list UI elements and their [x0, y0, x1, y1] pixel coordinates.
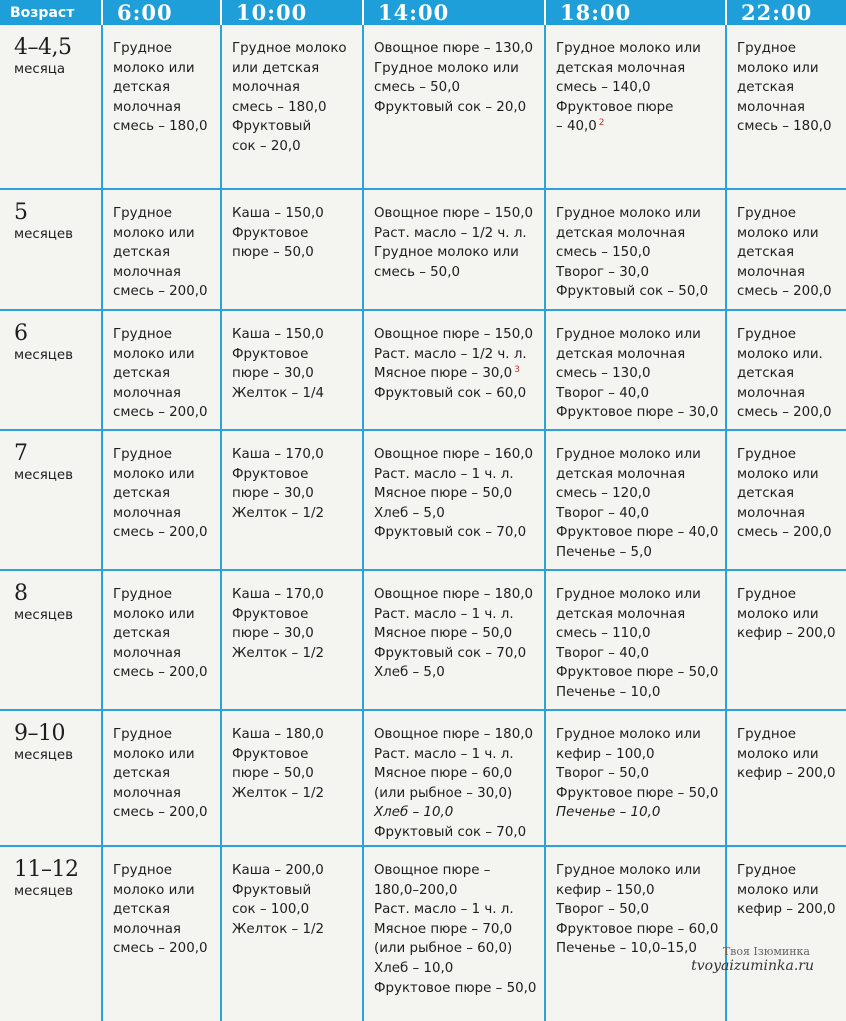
- meal-cell-18: [545, 25, 726, 189]
- meal-line: Хлеб – 5,0: [374, 665, 445, 681]
- meal-line: смесь – 140,0: [556, 80, 651, 96]
- meal-line: Каша – 170,0: [232, 587, 324, 602]
- meal-line: молоко или: [113, 606, 195, 622]
- meal-line: молочная: [232, 80, 300, 96]
- meal-line: кефир – 200,0: [737, 626, 836, 642]
- meal-line: Фруктовое пюре – 60,0: [556, 921, 719, 937]
- meal-line: Овощное пюре – 150,0: [374, 206, 533, 221]
- meal-cell-18: [545, 189, 726, 310]
- age-cell: [0, 189, 102, 310]
- meal-line: детская: [113, 80, 171, 96]
- meal-line: молочная: [113, 385, 181, 401]
- meal-line: Грудное молоко или: [556, 206, 701, 221]
- meal-line: молоко или: [737, 882, 819, 898]
- meal-line: Грудное: [113, 727, 173, 742]
- meal-line: Грудное: [113, 447, 173, 462]
- meal-line: смесь – 200,0: [113, 405, 208, 421]
- meal-line: сок – 100,0: [232, 902, 310, 918]
- meal-line: Овощное пюре –: [374, 863, 491, 878]
- meal-line: детская молочная: [556, 60, 686, 76]
- meal-line: Творог – 40,0: [556, 645, 650, 661]
- site-watermark: [691, 945, 814, 974]
- table-row: [0, 25, 846, 189]
- meal-cell-10: [221, 710, 363, 846]
- meal-line: Грудное молоко или: [556, 863, 701, 878]
- meal-line: пюре – 50,0: [232, 766, 314, 782]
- meal-line: Желток – 1/4: [232, 385, 325, 401]
- meal-line: Грудное: [737, 727, 797, 742]
- age-unit: месяцев: [14, 348, 74, 363]
- schedule-body: [0, 25, 846, 1021]
- age-unit: месяцев: [14, 608, 74, 623]
- meal-line: Грудное молоко или: [556, 41, 701, 56]
- meal-line: Каша – 150,0: [232, 206, 324, 221]
- time-header-10: 10:00: [221, 0, 363, 25]
- age-number: 9–10: [14, 721, 65, 746]
- meal-line: Фруктовый: [232, 882, 312, 898]
- age-cell: [0, 310, 102, 430]
- meal-line: смесь – 130,0: [556, 366, 651, 382]
- table-row: [0, 846, 846, 1021]
- meal-cell-18: [545, 710, 726, 846]
- meal-line: – 40,0 $^2$: [556, 117, 605, 135]
- meal-line: Печенье – 10,0–15,0: [556, 941, 697, 957]
- meal-line: Фруктовое пюре – 50,0: [556, 665, 719, 681]
- meal-line: смесь – 200,0: [737, 525, 832, 541]
- meal-cell-10: [221, 25, 363, 189]
- meal-line: смесь – 200,0: [113, 665, 208, 681]
- meal-cell-6: [102, 430, 221, 570]
- age-cell: [0, 570, 102, 710]
- table-row: [0, 570, 846, 710]
- meal-line: пюре – 50,0: [232, 245, 314, 261]
- meal-line: пюре – 30,0: [232, 626, 314, 642]
- meal-line: детская: [737, 486, 795, 502]
- meal-line: Мясное пюре – 50,0: [374, 626, 513, 642]
- meal-line: кефир – 200,0: [737, 766, 836, 782]
- meal-line: Грудное молоко или: [556, 587, 701, 602]
- meal-cell-22: [726, 846, 846, 1021]
- meal-line: Раст. масло – 1/2 ч. л.: [374, 346, 527, 362]
- age-unit: месяцев: [14, 884, 74, 899]
- meal-line: молоко или: [737, 466, 819, 482]
- meal-line: Грудное молоко или: [556, 327, 701, 342]
- age-number: 6: [14, 321, 28, 346]
- meal-cell-6: [102, 710, 221, 846]
- meal-cell-14: [363, 189, 545, 310]
- meal-line: молочная: [737, 99, 805, 115]
- meal-line: Фруктовый сок – 70,0: [374, 645, 527, 661]
- meal-line: Творог – 50,0: [556, 766, 650, 782]
- meal-line: смесь – 180,0: [737, 119, 832, 135]
- meal-line: смесь – 110,0: [556, 626, 651, 642]
- meal-line: детская: [113, 366, 171, 382]
- footnote-marker: 3: [514, 364, 520, 375]
- meal-line: смесь – 150,0: [556, 245, 651, 261]
- meal-line: Фруктовый сок – 70,0: [374, 525, 527, 541]
- meal-cell-10: [221, 189, 363, 310]
- meal-line: Грудное: [737, 587, 797, 602]
- meal-line: смесь – 200,0: [737, 405, 832, 421]
- meal-line: 180,0–200,0: [374, 882, 458, 898]
- meal-line: Овощное пюре – 160,0: [374, 447, 533, 462]
- meal-line: сок – 20,0: [232, 138, 301, 154]
- meal-cell-10: [221, 570, 363, 710]
- meal-line: пюре – 30,0: [232, 366, 314, 382]
- meal-line: Грудное молоко или: [374, 245, 519, 261]
- meal-line: детская молочная: [556, 346, 686, 362]
- time-header-6: 6:00: [102, 0, 221, 25]
- meal-line: молоко или: [737, 746, 819, 762]
- time-header-14: 14:00: [363, 0, 545, 25]
- meal-line: Грудное: [737, 41, 797, 56]
- meal-line: детская: [113, 245, 171, 261]
- meal-cell-22: [726, 189, 846, 310]
- meal-line: молочная: [113, 921, 181, 937]
- meal-line: молоко или: [113, 746, 195, 762]
- meal-line: или детская: [232, 60, 320, 76]
- meal-line: Раст. масло – 1 ч. л.: [374, 606, 514, 622]
- age-unit: месяцев: [14, 227, 74, 242]
- meal-line: Желток – 1/2: [232, 785, 325, 801]
- meal-line: молочная: [113, 264, 181, 280]
- meal-cell-22: [726, 430, 846, 570]
- meal-line: Печенье – 10,0: [556, 684, 661, 700]
- age-unit: месяцев: [14, 748, 74, 763]
- meal-line: Мясное пюре – 60,0: [374, 766, 513, 782]
- meal-line: Творог – 40,0: [556, 505, 650, 521]
- age-cell: [0, 846, 102, 1021]
- header-row: [0, 0, 846, 25]
- meal-line: Творог – 50,0: [556, 902, 650, 918]
- meal-line: Фруктовое пюре – 50,0: [556, 785, 719, 801]
- meal-line: Грудное: [737, 327, 797, 342]
- meal-line: Раст. масло – 1 ч. л.: [374, 466, 514, 482]
- meal-line: молочная: [113, 99, 181, 115]
- meal-line: смесь – 200,0: [113, 941, 208, 957]
- table-row: [0, 189, 846, 310]
- meal-line: Овощное пюре – 180,0: [374, 587, 533, 602]
- meal-cell-14: [363, 570, 545, 710]
- meal-line: Печенье – 5,0: [556, 544, 652, 560]
- meal-cell-18: [545, 570, 726, 710]
- meal-line: детская молочная: [556, 225, 686, 241]
- meal-line: кефир – 100,0: [556, 746, 655, 762]
- meal-cell-10: [221, 430, 363, 570]
- meal-line: Раст. масло – 1 ч. л.: [374, 902, 514, 918]
- meal-cell-18: [545, 310, 726, 430]
- meal-cell-14: [363, 430, 545, 570]
- meal-line: молочная: [113, 785, 181, 801]
- meal-cell-6: [102, 310, 221, 430]
- meal-line: Грудное молоко или: [374, 60, 519, 76]
- meal-line: Грудное: [113, 206, 173, 221]
- meal-line: Каша – 150,0: [232, 327, 324, 342]
- meal-line: молоко или: [113, 346, 195, 362]
- meal-line: Фруктовое: [232, 225, 309, 241]
- meal-line: Раст. масло – 1 ч. л.: [374, 746, 514, 762]
- meal-line: молоко или.: [737, 346, 823, 362]
- meal-line: Фруктовый сок – 50,0: [556, 284, 709, 300]
- meal-line: Фруктовое: [232, 606, 309, 622]
- meal-line: смесь – 180,0: [232, 99, 327, 115]
- meal-cell-18: [545, 430, 726, 570]
- meal-line: Грудное: [113, 863, 173, 878]
- meal-line: Желток – 1/2: [232, 921, 325, 937]
- meal-line: Фруктовое пюре – 40,0: [556, 525, 719, 541]
- meal-line: Овощное пюре – 130,0: [374, 41, 533, 56]
- meal-cell-22: [726, 25, 846, 189]
- age-cell: [0, 710, 102, 846]
- meal-cell-14: [363, 25, 545, 189]
- meal-line: Каша – 180,0: [232, 727, 324, 742]
- meal-line: Творог – 40,0: [556, 385, 650, 401]
- meal-line: Хлеб – 10,0: [374, 960, 454, 976]
- meal-line: детская: [113, 766, 171, 782]
- meal-cell-18: [545, 846, 726, 1021]
- meal-line: Раст. масло – 1/2 ч. л.: [374, 225, 527, 241]
- meal-line: Каша – 200,0: [232, 863, 324, 878]
- age-unit: месяца: [14, 62, 66, 77]
- meal-line: Печенье – 10,0: [556, 805, 661, 821]
- meal-line: смесь – 200,0: [113, 284, 208, 300]
- age-number: 7: [14, 441, 28, 466]
- meal-line: Грудное: [737, 206, 797, 221]
- meal-cell-22: [726, 310, 846, 430]
- meal-line: смесь – 200,0: [737, 284, 832, 300]
- meal-cell-14: [363, 710, 545, 846]
- meal-cell-22: [726, 570, 846, 710]
- meal-line: смесь – 200,0: [113, 805, 208, 821]
- meal-line: молоко или: [113, 882, 195, 898]
- meal-line: Фруктовое пюре – 50,0: [374, 980, 537, 996]
- meal-line: Фруктовое пюре: [556, 99, 674, 115]
- meal-line: смесь – 200,0: [113, 525, 208, 541]
- meal-line: Грудное: [737, 863, 797, 878]
- meal-line: кефир – 200,0: [737, 902, 836, 918]
- meal-line: Мясное пюре – 30,0 $^3$: [374, 364, 520, 382]
- meal-line: смесь – 50,0: [374, 264, 460, 280]
- meal-line: Желток – 1/2: [232, 505, 325, 521]
- meal-line: детская молочная: [556, 466, 686, 482]
- meal-line: (или рыбное – 60,0): [374, 941, 513, 957]
- meal-line: Грудное молоко или: [556, 447, 701, 462]
- meal-cell-14: [363, 310, 545, 430]
- meal-line: Грудное: [113, 41, 173, 56]
- table-row: [0, 710, 846, 846]
- meal-line: молочная: [737, 505, 805, 521]
- age-number: 5: [14, 200, 28, 225]
- meal-cell-14: [363, 846, 545, 1021]
- meal-line: молоко или: [737, 225, 819, 241]
- meal-line: Фруктовый: [232, 119, 312, 135]
- meal-line: Фруктовый сок – 60,0: [374, 385, 527, 401]
- age-column-header: Возраст: [0, 0, 102, 25]
- meal-line: детская молочная: [556, 606, 686, 622]
- meal-cell-6: [102, 846, 221, 1021]
- table-row: [0, 310, 846, 430]
- meal-line: Грудное: [113, 327, 173, 342]
- meal-line: Фруктовый сок – 70,0: [374, 824, 527, 840]
- meal-cell-10: [221, 846, 363, 1021]
- meal-line: молочная: [113, 645, 181, 661]
- meal-line: Фруктовое: [232, 346, 309, 362]
- meal-cell-6: [102, 25, 221, 189]
- meal-line: Мясное пюре – 70,0: [374, 921, 513, 937]
- meal-line: молочная: [113, 505, 181, 521]
- meal-cell-6: [102, 570, 221, 710]
- meal-line: Грудное: [737, 447, 797, 462]
- meal-line: молочная: [737, 264, 805, 280]
- age-cell: [0, 430, 102, 570]
- meal-line: смесь – 50,0: [374, 80, 460, 96]
- meal-line: Фруктовое: [232, 466, 309, 482]
- meal-line: Фруктовое: [232, 746, 309, 762]
- meal-line: детская: [737, 366, 795, 382]
- meal-line: молоко или: [113, 225, 195, 241]
- meal-line: Грудное молоко или: [556, 727, 701, 742]
- meal-line: молоко или: [113, 466, 195, 482]
- watermark-brand: Твоя Ізюминка: [722, 945, 810, 958]
- meal-line: детская: [113, 626, 171, 642]
- meal-line: детская: [737, 245, 795, 261]
- age-number: 11–12: [14, 857, 79, 882]
- meal-cell-6: [102, 189, 221, 310]
- meal-line: пюре – 30,0: [232, 486, 314, 502]
- meal-line: детская: [113, 902, 171, 918]
- meal-line: Хлеб – 5,0: [374, 505, 445, 521]
- meal-line: Хлеб – 10,0: [374, 805, 454, 821]
- meal-line: смесь – 120,0: [556, 486, 651, 502]
- time-header-22: 22:00: [726, 0, 846, 25]
- age-number: 4–4,5: [14, 35, 72, 60]
- meal-line: детская: [737, 80, 795, 96]
- meal-line: молоко или: [737, 606, 819, 622]
- meal-line: Творог – 30,0: [556, 264, 650, 280]
- watermark-url: tvoyaizuminka.ru: [691, 958, 814, 974]
- meal-line: молочная: [737, 385, 805, 401]
- meal-line: Фруктовое пюре – 30,0: [556, 405, 719, 421]
- meal-line: молоко или: [113, 60, 195, 76]
- meal-line: Грудное молоко: [232, 41, 347, 56]
- meal-line: детская: [113, 486, 171, 502]
- meal-line: Желток – 1/2: [232, 645, 325, 661]
- meal-cell-22: [726, 710, 846, 846]
- footnote-marker: 2: [598, 117, 605, 128]
- meal-line: смесь – 180,0: [113, 119, 208, 135]
- meal-line: Овощное пюре – 180,0: [374, 727, 533, 742]
- meal-line: молоко или: [737, 60, 819, 76]
- time-header-18: 18:00: [545, 0, 726, 25]
- age-number: 8: [14, 581, 28, 606]
- meal-line: Каша – 170,0: [232, 447, 324, 462]
- table-row: [0, 430, 846, 570]
- age-unit: месяцев: [14, 468, 74, 483]
- meal-line: Овощное пюре – 150,0: [374, 327, 533, 342]
- meal-line: Мясное пюре – 50,0: [374, 486, 513, 502]
- meal-line: Грудное: [113, 587, 173, 602]
- meal-line: Фруктовый сок – 20,0: [374, 99, 527, 115]
- meal-line: (или рыбное – 30,0): [374, 785, 513, 801]
- meal-line: кефир – 150,0: [556, 882, 655, 898]
- age-cell: [0, 25, 102, 189]
- meal-cell-10: [221, 310, 363, 430]
